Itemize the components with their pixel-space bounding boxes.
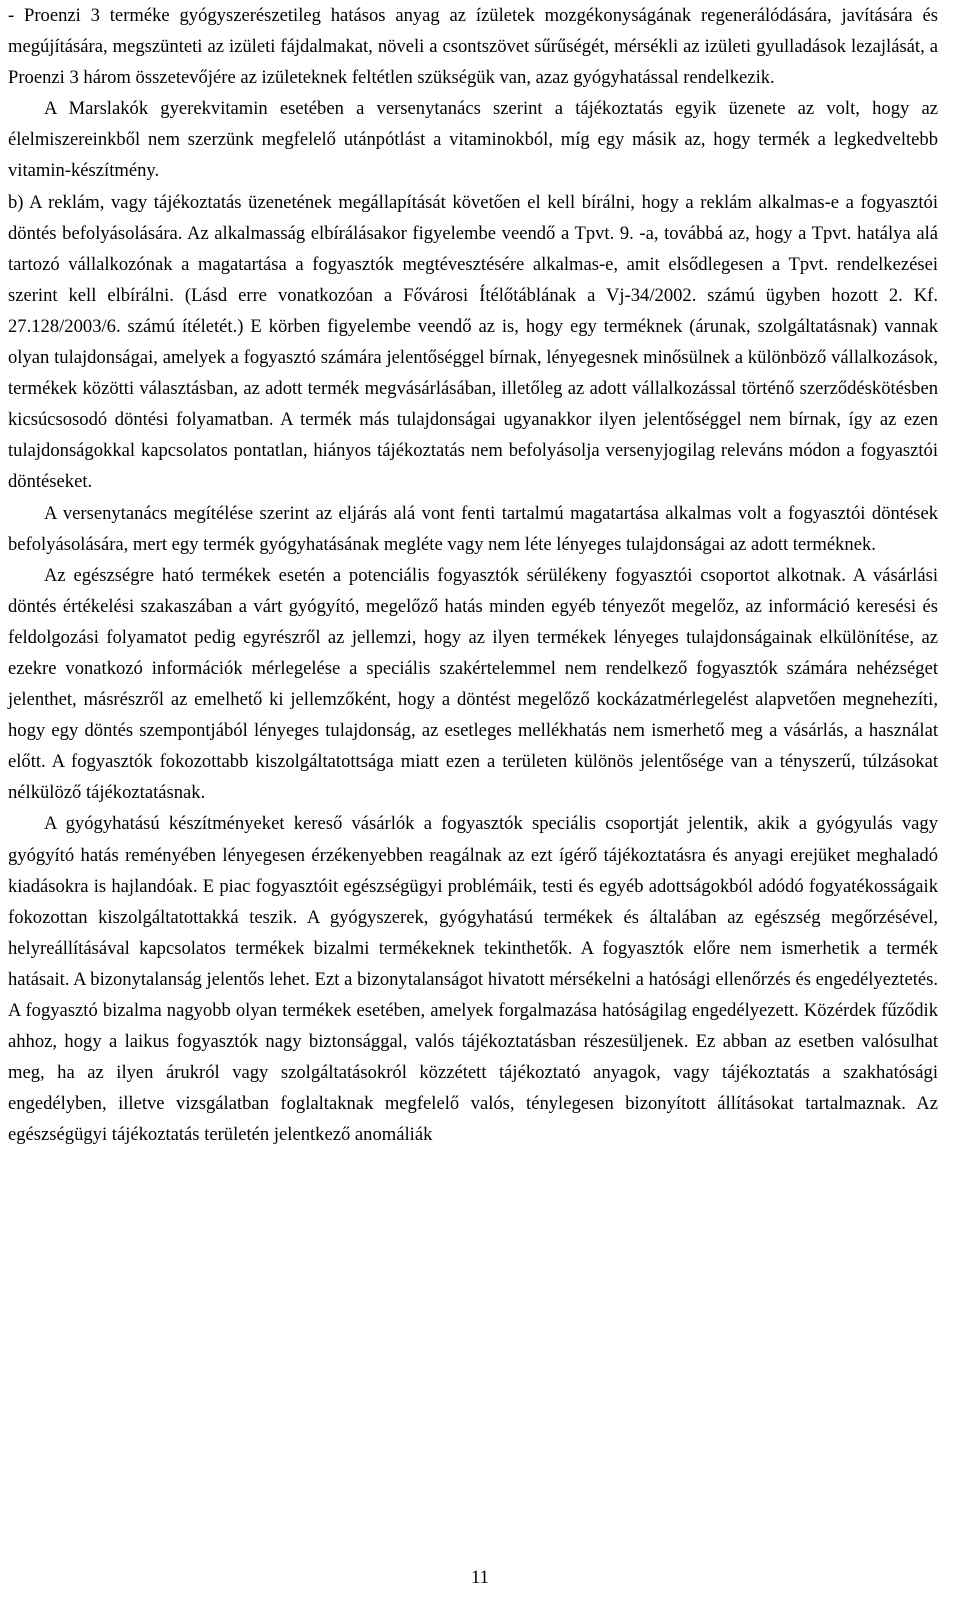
paragraph-gyogyhatasu: A gyógyhatású készítményeket kereső vásárlók a fogyasztók speciális csoportját jelentik, akik a gyógyulás vagy gyógyító hatás reményében lényegesen érzékenyebben reagálnak az ezt ígérő tájékoztatásra és anyagi erejüket meghaladó kiadásokra is hajlandóak. E piac fogyasztóit egészségügyi problémáik, testi és egyéb adottságokból adódó fogyatékosságaik fokozottan kiszolgáltatottakká teszik. A gyógyszerek, gyógyhatású termékek és általában az egészség megőrzésével, helyreállításával kapcsolatos termékek bizalmi termékeknek tekinthetők. A fogyasztók előre nem ismerhetik a termék hatásait. A bizonytalanság jelentős lehet. Ezt a bizonytalanságot hivatott mérsékelni a hatósági ellenőrzés és engedélyeztetés. A fogyasztó bizalma nagyobb olyan termékek esetében, amelyek forgalmazása hatóságilag engedélyezett. Közérdek fűződik ahhoz, hogy a laikus fogyasztók nagy biztonsággal, valós tájékoztatásban részesüljenek. Ez abban az esetben valósulhat meg, ha az ilyen árukról vagy szolgáltatásokról közzétett tájékoztató anyagok, vagy tájékoztatás a szakhatósági engedélyben, illetve vizsgálatban foglaltaknak megfelelő valós, ténylegesen bizonyított állításokat tartalmaznak. Az egészségügyi tájékoztatás területén jelentkező anomáliák: [8, 813, 938, 1146]
paragraph-b-reklam: b) A reklám, vagy tájékoztatás üzenetének megállapítását követően el kell bírálni, hogy a reklám alkalmas-e a fogyasztói döntés befolyásolására. Az alkalmasság elbírálásakor figyelembe veendő a Tpvt. 9. -a, továbbá az, hogy a Tpvt. hatálya alá tartozó vállalkozónak a magatartása a fogyasztók megtévesztésére alkalmas-e, amit elsődlegesen a Tpvt. rendelkezései szerint kell elbírálni. (Lásd erre vonatkozóan a Fővárosi Ítélőtáblának a Vj-34/2002. számú ügyben hozott 2. Kf. 27.128/2003/6. számú ítéletét.) E körben figyelembe veendő az is, hogy egy terméknek (árunak, szolgáltatásnak) vannak olyan tulajdonságai, amelyek a fogyasztó számára jelentőséggel bírnak, lényegesnek minősülnek a különböző vállalkozások, termékek közötti választásban, az adott termék megvásárlásában, illetőleg az adott vállalkozással történő szerződéskötésben kicsúcsosodó döntési folyamatban. A termék más tulajdonságai ugyanakkor ilyen jelentőséggel nem bírnak, így az ezen tulajdonságokkal kapcsolatos pontatlan, hiányos tájékoztatás nem befolyásolja versenyjogilag releváns módon a fogyasztói döntéseket.: [8, 191, 938, 493]
paragraph-marslakok: A Marslakók gyerekvitamin esetében a versenytanács szerint a tájékoztatás egyik üzenete az volt, hogy az élelmiszereinkből nem szerzünk megfelelő utánpótlást a vitaminokból, míg egy másik az, hogy termék a legkedveltebb vitamin-készítmény.: [8, 98, 938, 182]
page-number: 11: [471, 1567, 489, 1588]
document-page: [8, 0, 938, 1150]
paragraph-proenzi: - Proenzi 3 terméke gyógyszerészetileg hatásos anyag az ízületek mozgékonyságának regenerálódására, javítására és megújítására, megszünteti az izületi fájdalmakat, növeli a csontszövet sűrűségét, mérsékli az izületi gyulladások lezajlását, a Proenzi 3 három összetevőjére az izületeknek feltétlen szükségük van, azaz gyógyhatással rendelkezik.: [8, 5, 938, 89]
paragraph-egeszseg: Az egészségre ható termékek esetén a potenciális fogyasztók sérülékeny fogyasztói csoportot alkotnak. A vásárlási döntés értékelési szakaszában a várt gyógyító, megelőző hatás minden egyéb tényezőt megelőz, az információ keresési és feldolgozási folyamatot pedig egyrészről az jellemzi, hogy az ilyen termékek lényeges tulajdonságainak elkülönítése, az ezekre vonatkozó információk mérlegelése a speciális szakértelemmel nem rendelkező fogyasztók számára nehézséget jelenthet, másrészről az emelhető ki jellemzőként, hogy a döntést megelőző kockázatmérlegelést alapvetően megnehezíti, hogy egy döntés szempontjából lényeges tulajdonság, az esetleges mellékhatás nem ismerhető meg a vásárlás, a használat előtt. A fogyasztók fokozottabb kiszolgáltatottsága miatt ezen a területen különös jelentősége van a tényszerű, túlzásokat nélkülöző tájékoztatásnak.: [8, 564, 938, 804]
paragraph-versenytanacs: A versenytanács megítélése szerint az eljárás alá vont fenti tartalmú magatartása alkalmas volt a fogyasztói döntések befolyásolására, mert egy termék gyógyhatásának megléte vagy nem léte lényeges tulajdonságai az adott terméknek.: [8, 502, 938, 555]
